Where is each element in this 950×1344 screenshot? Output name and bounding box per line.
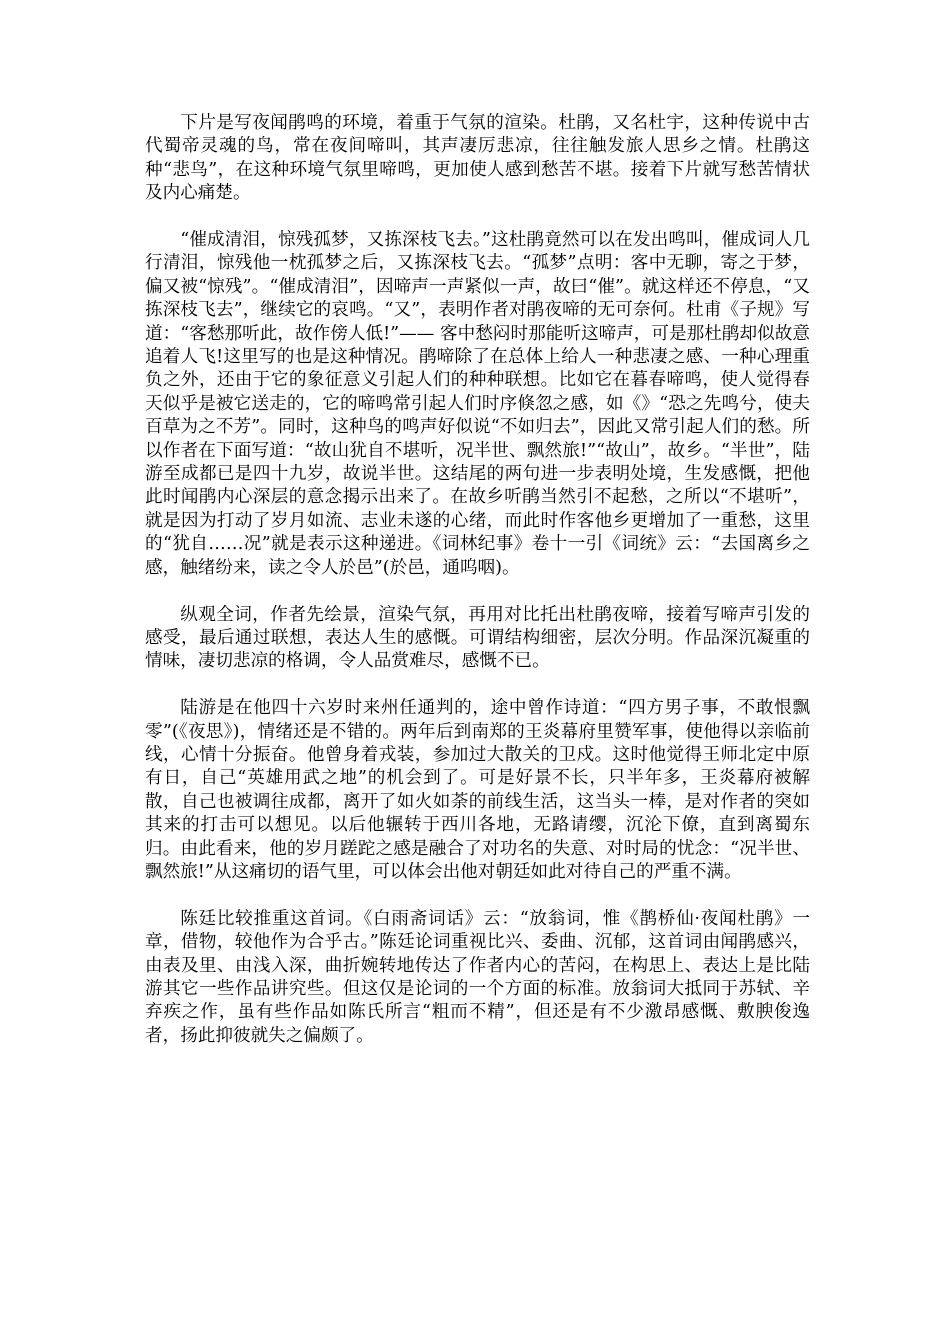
document-body (145, 112, 810, 1072)
paragraph-night-cuckoo-setting: 下片是写夜闻鹃鸣的环境，着重于气氛的渲染。杜鹃，又名杜宇，这种传说中古代蜀帝灵魂的鸟，常在夜间啼叫，其声凄厉悲凉，往往触发旅人思乡之情。杜鹃这种“悲鸟”，在这种环境气氛里啼鸣，更加使人感到愁苦不堪。接着下片就写愁苦情状及内心痛楚。 (145, 113, 810, 204)
paragraph-lu-you-background: 陆游是在他四十六岁时来州任通判的，途中曾作诗道：“四方男子事，不敢恨飘零”(《夜思》)，情绪还是不错的。两年后到南郑的王炎幕府里赞军事，使他得以亲临前线，心情十分振奋。他曾身着戎装，参加过大散关的卫戍。这时他觉得王师北定中原有日，自己“英雄用武之地”的机会到了。可是好景不长，只半年多，王炎幕府被解散，自己也被调往成都，离开了如火如荼的前线生活，这当头一棒，是对作者的突如其来的打击可以想见。以后他辗转于西川各地，无路请缨，沉沦下僚，直到离蜀东归。由此看来，他的岁月蹉跎之感是融合了对功名的失意、对时局的忧念：“况半世、飘然旅!”从这痛切的语气里，可以体会出他对朝廷如此对待自己的严重不满。 (145, 698, 810, 882)
paragraph-tears-and-dreams: “催成清泪，惊残孤梦，又拣深枝飞去。”这杜鹃竟然可以在发出鸣叫，催成词人几行清泪，惊残他一枕孤梦之后，又拣深枝飞去。“孤梦”点明：客中无聊，寄之于梦，偏又被“惊残”。“催成清泪”，因啼声一声紧似一声，故曰“催”。就这样还不停息，“又拣深枝飞去”，继续它的哀鸣。“又”，表明作者对鹃夜啼的无可奈何。杜甫《子规》写道：“客愁那听此，故作傍人低!”—— 客中愁闷时那能听这啼声，可是那杜鹃却似故意追着人飞!这里写的也是这种情况。鹃啼除了在总体上给人一种悲凄之感、一种心理重负之外，还由于它的象征意义引起人们的种种联想。比如它在暮春啼鸣，使人觉得春天似乎是被它送走的，它的啼鸣常引起人们时序倏忽之感，如《》“恐之先鸣兮，使夫百草为之不芳”。同时，这种鸟的鸣声好似说“不如归去”，因此又常引起人们的愁。所以作者在下面写道：“故山犹自不堪听，况半世、飘然旅!”“故山”，故乡。“半世”，陆游至成都已是四十九岁，故说半世。这结尾的两句进一步表明处境，生发感慨，把他此时闻鹃内心深层的意念揭示出来了。在故乡听鹃当然引不起愁，之所以“不堪听”，就是因为打动了岁月如流、志业未遂的心绪，而此时作客他乡更增加了一重愁，这里的“犹自……况”就是表示这种递进。《词林纪事》卷十一引《词统》云：“去国离乡之感，触绪纷来，读之令人於邑”(於邑，通呜咽)。 (145, 230, 810, 578)
paragraph-overview: 纵观全词，作者先绘景，渲染气氛，再用对比托出杜鹃夜啼，接着写啼声引发的感受，最后通过联想，表达人生的感慨。可谓结构细密，层次分明。作品深沉凝重的情味，凄切悲凉的格调，令人品赏难尽，感慨不已。 (145, 604, 810, 672)
paragraph-chen-ting-critique: 陈廷比较推重这首词。《白雨斋词话》云：“放翁词，惟《鹊桥仙·夜闻杜鹃》一章，借物，较他作为合乎古。”陈廷论词重视比兴、委曲、沉郁，这首词由闻鹃感兴，由表及里、由浅入深，曲折婉转地传达了作者内心的苦闷，在构思上、表达上是比陆游其它一些作品讲究些。但这仅是论词的一个方面的标准。放翁词大抵同于苏轼、辛弃疾之作，虽有些作品如陈氏所言“粗而不精”，但还是有不少激昂感慨、敷腴俊逸者，扬此抑彼就失之偏颇了。 (145, 908, 810, 1046)
